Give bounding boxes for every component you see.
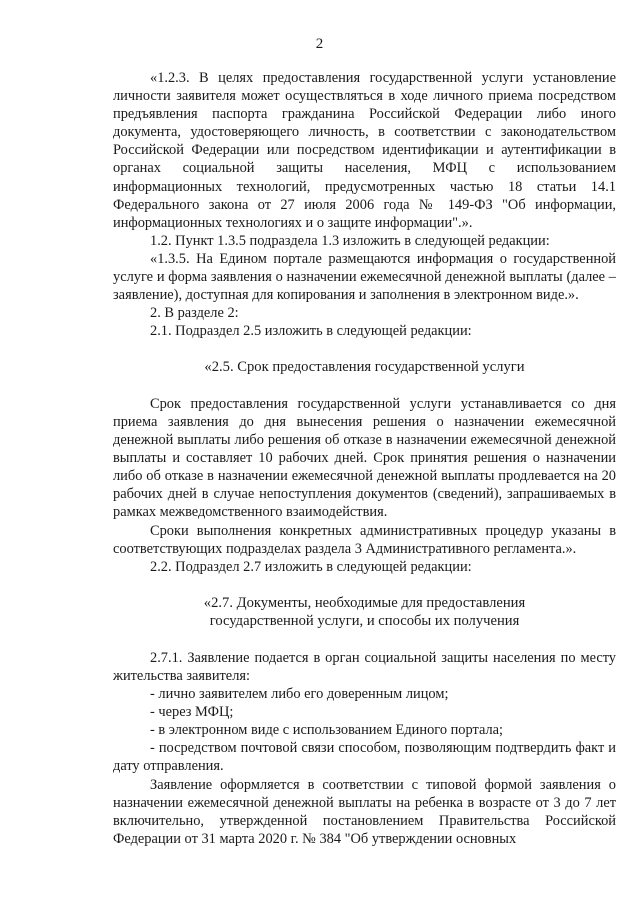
paragraph-2-7-1: 2.7.1. Заявление подается в орган социальной защиты населения по месту жительства заявителя: xyxy=(113,649,616,684)
list-item: - посредством почтовой связи способом, позволяющим подтвердить факт и дату отправления. xyxy=(113,740,616,775)
heading-2-7-line2: государственной услуги, и способы их получения xyxy=(209,613,520,630)
paragraph-term: Срок предоставления государственной услуги устанавливается со дня приема заявления до дня вынесения решения о назначении ежемесячной денежной выплаты либо решения об отказе в назначении ежемесячной денежной выплаты и составляет 10 рабочих дней. Срок принятия решения о назначении либо об отказе в назначении ежемесячной денежной выплаты продлевается на 20 рабочих дней в случае непоступления документов (сведений), запрашиваемых в рамках межведомственного взаимодействия. xyxy=(113,395,616,521)
document-body xyxy=(113,69,616,848)
paragraph-1-2-3: «1.2.3. В целях предоставления государственной услуги установление личности заявителя может осуществляться в ходе личного приема посредством предъявления паспорта гражданина Российской Федерации либо иного документа, удостоверяющего личность, в соответствии с законодательством Российской Федерации или посредством идентификации и аутентификации в органах социальной защиты населения, МФЦ с использованием информационных технологий, предусмотренных частью 18 статьи 14.1 Федерального закона от 27 июля 2006 года № 149-ФЗ "Об информации, информационных технологиях и о защите информации".». xyxy=(113,70,616,231)
paragraph-procedures: Сроки выполнения конкретных административных процедур указаны в соответствующих подразделах раздела 3 Административного регламента.». xyxy=(113,522,616,557)
page-number: 2 xyxy=(315,36,324,52)
heading-2-7-line1: «2.7. Документы, необходимые для предоставления xyxy=(203,594,526,611)
paragraph-2-1: 2.1. Подраздел 2.5 изложить в следующей редакции: xyxy=(150,323,472,340)
paragraph-1-2: 1.2. Пункт 1.3.5 подраздела 1.3 изложить в следующей редакции: xyxy=(150,232,550,249)
paragraph-2-2: 2.2. Подраздел 2.7 изложить в следующей редакции: xyxy=(150,558,472,575)
paragraph-1-3-5: «1.3.5. На Едином портале размещаются информация о государственной услуге и форма заявления о назначении ежемесячной денежной выплаты (далее – заявление), доступная для копирования и заполнения в электронном виде.». xyxy=(113,250,616,304)
paragraph-application-form: Заявление оформляется в соответствии с типовой формой заявления о назначении ежемесячной денежной выплаты на ребенка в возрасте от 3 до 7 лет включительно, утвержденной постановлением Правительства Российской Федерации от 31 марта 2020 г. № 384 "Об утверждении основных xyxy=(113,776,616,847)
list-item: - лично заявителем либо его доверенным лицом; xyxy=(150,686,449,703)
list-item: - в электронном виде с использованием Единого портала; xyxy=(150,722,504,739)
paragraph-section-2: 2. В разделе 2: xyxy=(150,305,239,322)
heading-2-5: «2.5. Срок предоставления государственной услуги xyxy=(204,359,525,376)
list-item: - через МФЦ; xyxy=(150,704,234,721)
